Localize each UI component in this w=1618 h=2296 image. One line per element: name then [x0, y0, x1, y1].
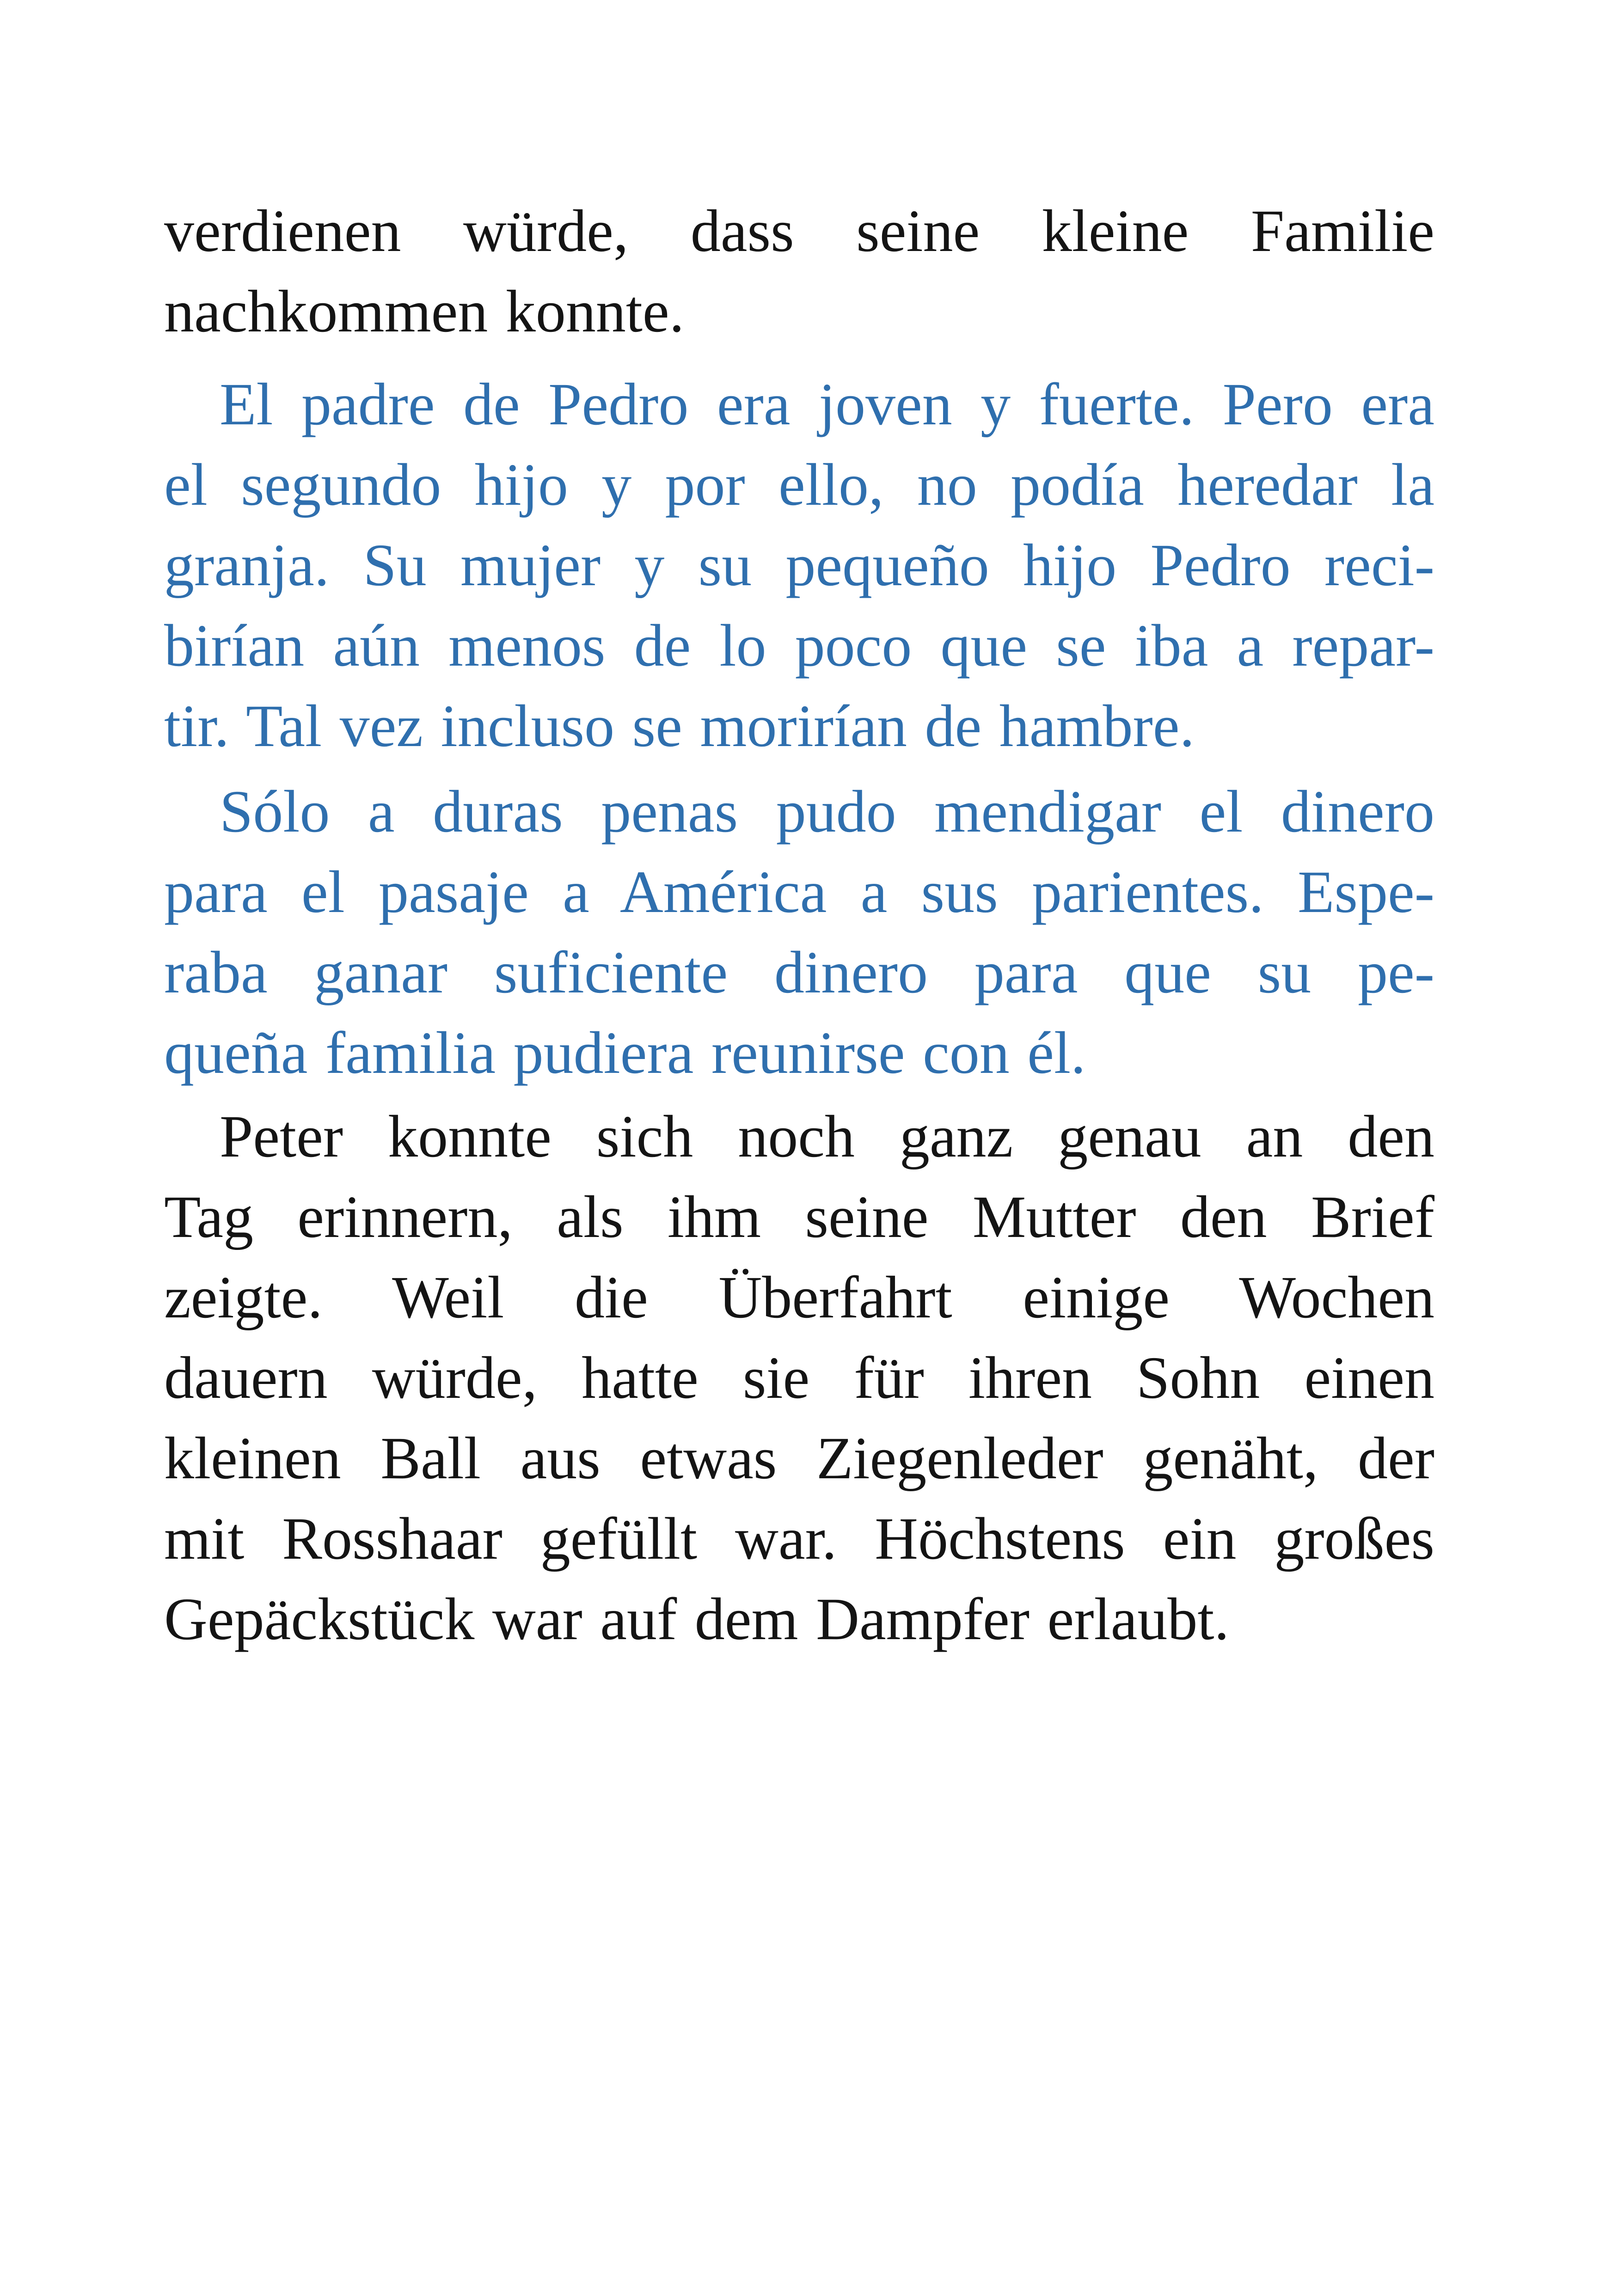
paragraph-spanish-2	[164, 771, 1434, 1093]
text-line: Gepäckstück war auf dem Dampfer erlaubt.	[164, 1586, 1229, 1653]
text-line: dauern würde, hatte sie für ihren Sohn einen	[164, 1345, 1434, 1411]
text-line: mit Rosshaar gefüllt war. Höchstens ein großes	[164, 1506, 1434, 1572]
paragraph-german-2	[164, 1096, 1434, 1659]
text-line: para el pasaje a América a sus parientes. Espe-	[164, 859, 1434, 925]
text-line: tir. Tal vez incluso se morirían de hambre.	[164, 693, 1195, 759]
paragraph-spanish-1	[164, 364, 1434, 766]
text-line: Peter konnte sich noch ganz genau an den	[220, 1103, 1434, 1170]
text-line: raba ganar suficiente dinero para que su pe-	[164, 939, 1434, 1006]
paragraph-german-1	[164, 191, 1434, 352]
text-line: kleinen Ball aus etwas Ziegenleder genäht, der	[164, 1425, 1434, 1492]
text-line: granja. Su mujer y su pequeño hijo Pedro reci-	[164, 532, 1434, 599]
text-line: Tag erinnern, als ihm seine Mutter den Brief	[164, 1184, 1434, 1250]
text-line: El padre de Pedro era joven y fuerte. Pero era	[220, 371, 1434, 438]
text-line: Sólo a duras penas pudo mendigar el dinero	[220, 778, 1434, 845]
text-line: el segundo hijo y por ello, no podía heredar la	[164, 452, 1434, 518]
text-line: birían aún menos de lo poco que se iba a repar-	[164, 612, 1434, 679]
text-line: zeigte. Weil die Überfahrt einige Wochen	[164, 1264, 1434, 1331]
text-line: nachkommen konnte.	[164, 278, 685, 345]
text-line: queña familia pudiera reunirse con él.	[164, 1020, 1086, 1086]
text-line: verdienen würde, dass seine kleine Familie	[164, 198, 1434, 264]
